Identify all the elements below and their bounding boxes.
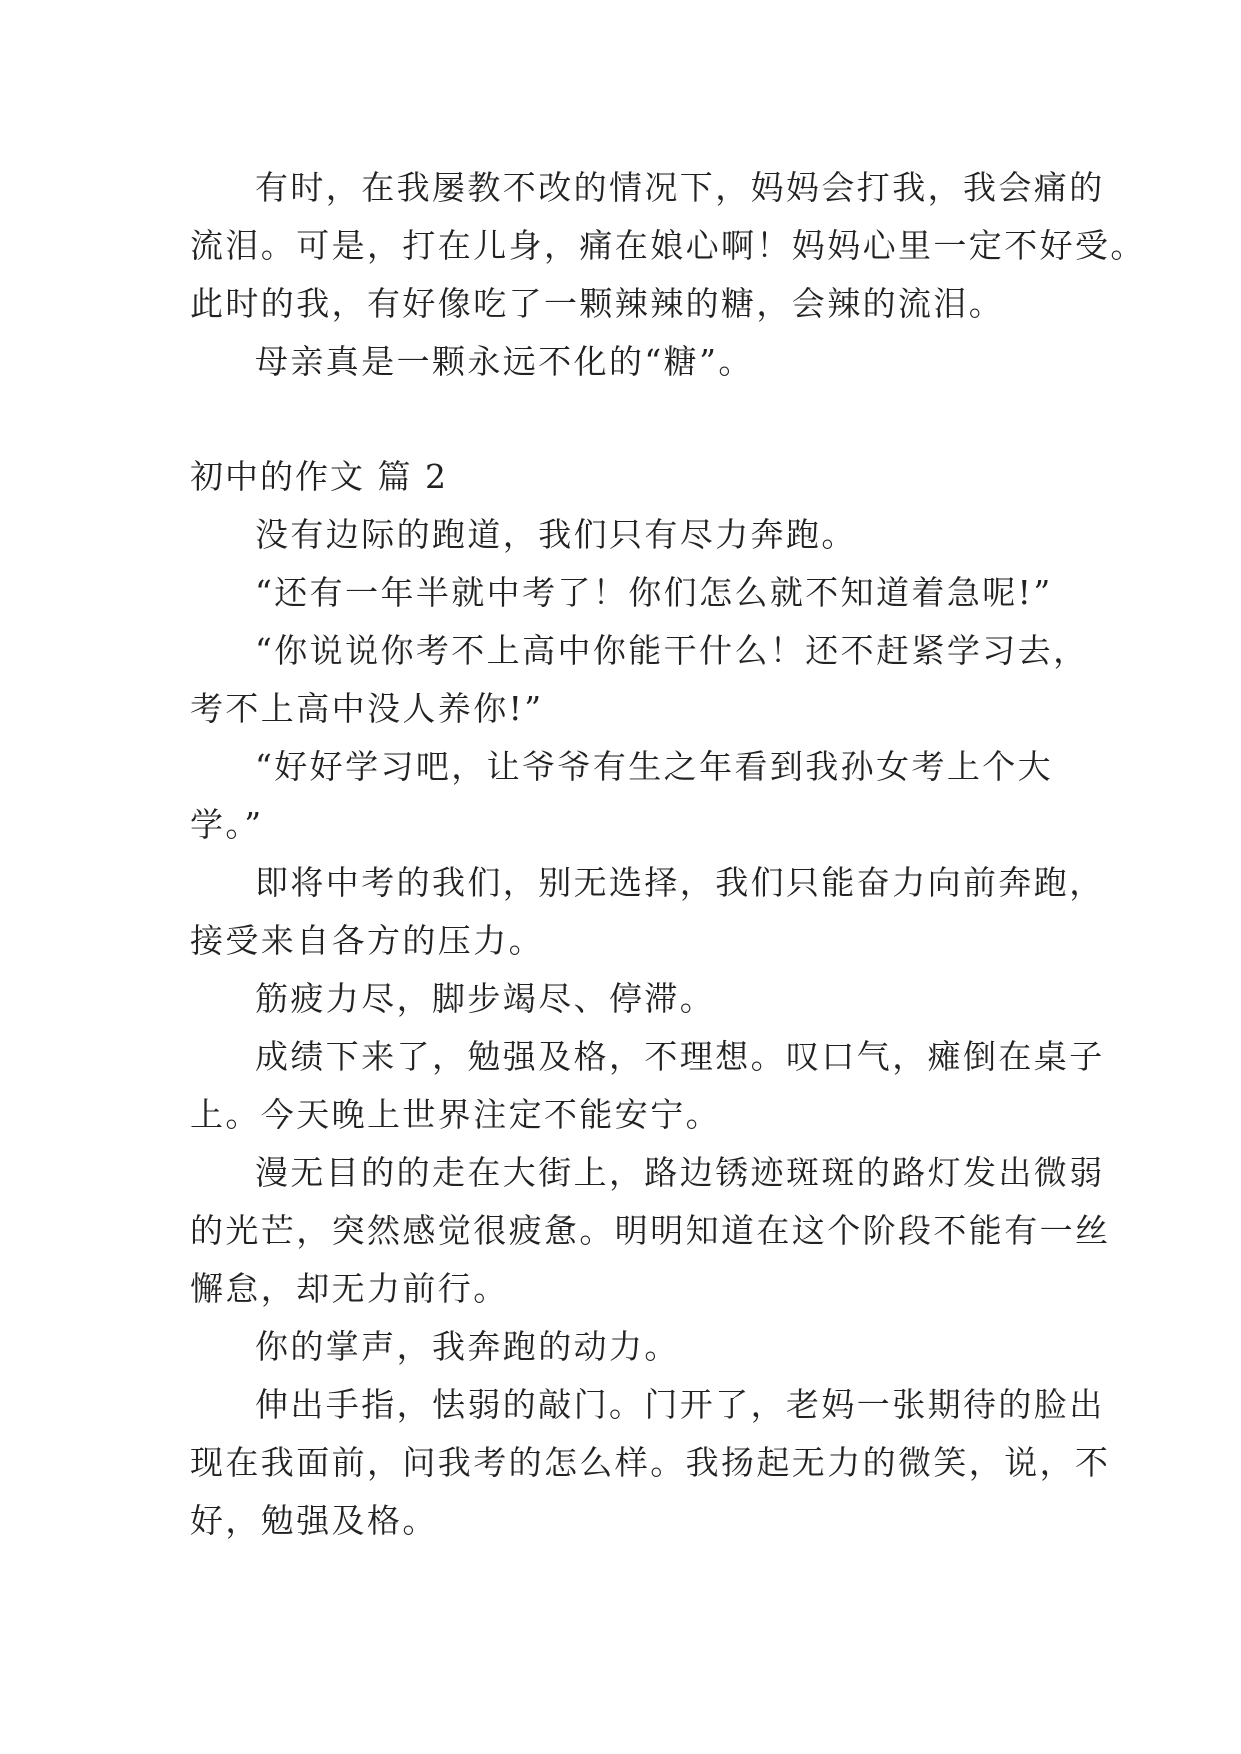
paragraph-line: 有时，在我屡教不改的情况下，妈妈会打我，我会痛的 — [255, 168, 1105, 207]
paragraph-line: 接受来自各方的压力。 — [190, 921, 544, 960]
paragraph-line: 成绩下来了，勉强及格，不理想。叹口气，瘫倒在桌子 — [255, 1037, 1105, 1076]
paragraph-line: 上。今天晚上世界注定不能安宁。 — [190, 1095, 721, 1134]
paragraph-line: 筋疲力尽，脚步竭尽、停滞。 — [255, 979, 716, 1018]
paragraph-line: 即将中考的我们，别无选择，我们只能奋力向前奔跑， — [255, 863, 1105, 902]
paragraph-line: 此时的我，有好像吃了一颗辣辣的糖，会辣的流泪。 — [190, 284, 1005, 323]
paragraph-line: 好，勉强及格。 — [190, 1501, 438, 1540]
paragraph-line: 学。” — [190, 805, 264, 844]
paragraph-line: 伸出手指，怯弱的敲门。门开了，老妈一张期待的脸出 — [255, 1385, 1105, 1424]
paragraph-line: 漫无目的的走在大街上，路边锈迹斑斑的路灯发出微弱 — [255, 1153, 1105, 1192]
section-heading: 初中的作文 篇 2 — [190, 457, 448, 496]
paragraph-line: 你的掌声，我奔跑的动力。 — [255, 1327, 680, 1366]
paragraph-line: 没有边际的跑道，我们只有尽力奔跑。 — [255, 515, 857, 554]
paragraph-line: “好好学习吧，让爷爷有生之年看到我孙女考上个大 — [255, 747, 1054, 786]
paragraph-line: 流泪。可是，打在儿身，痛在娘心啊！妈妈心里一定不好受。 — [190, 226, 1146, 265]
paragraph-line: 懈怠，却无力前行。 — [190, 1269, 509, 1308]
paragraph-line: 考不上高中没人养你!” — [190, 689, 544, 728]
paragraph-line: “还有一年半就中考了！你们怎么就不知道着急呢!” — [255, 573, 1053, 612]
paragraph-line: 现在我面前，问我考的怎么样。我扬起无力的微笑，说，不 — [190, 1443, 1111, 1482]
paragraph-line: 的光芒，突然感觉很疲惫。明明知道在这个阶段不能有一丝 — [190, 1211, 1111, 1250]
paragraph-line: “你说说你考不上高中你能干什么！还不赶紧学习去， — [255, 631, 1089, 670]
paragraph-line: 母亲真是一颗永远不化的“糖”。 — [255, 342, 754, 381]
